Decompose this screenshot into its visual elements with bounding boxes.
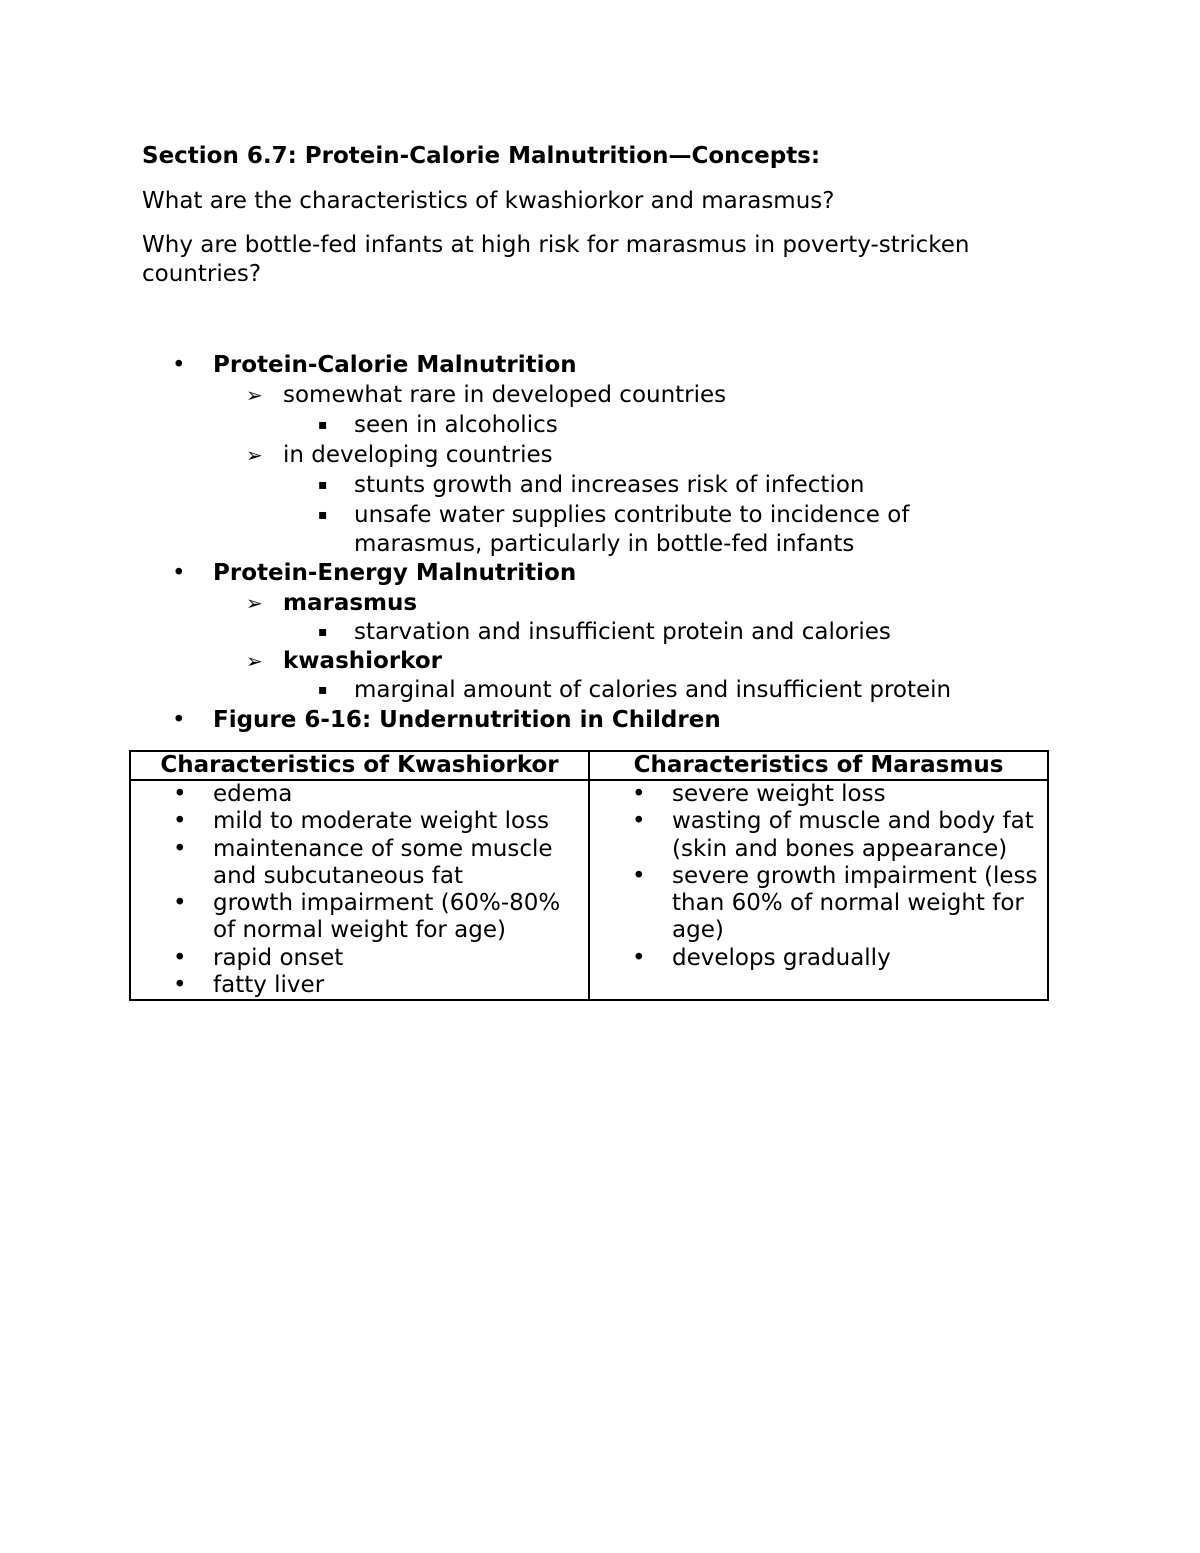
outline-heading-pcm: Protein-Calorie Malnutrition	[213, 352, 577, 378]
bullet-marker: •	[172, 352, 186, 378]
kwashiorkor-characteristic-text: maintenance of some muscle and subcutaneous fat	[213, 835, 553, 889]
kwashiorkor-characteristic	[131, 945, 588, 972]
bullet-marker: •	[173, 944, 187, 971]
bullet-marker: •	[173, 835, 187, 862]
kwashiorkor-characteristic	[131, 781, 588, 808]
section-title: Section 6.7: Protein-Calorie Malnutrition—Concepts:	[142, 143, 821, 169]
square-marker: ▪	[318, 682, 328, 698]
comparison-table	[129, 750, 1049, 1001]
kwashiorkor-characteristic	[131, 972, 588, 999]
bullet-marker: •	[632, 781, 646, 807]
outline-subitem: stunts growth and increases risk of infection	[354, 472, 865, 498]
kwashiorkor-cell	[130, 780, 589, 1000]
marasmus-characteristic	[590, 781, 1047, 808]
marasmus-characteristic-text: severe weight loss	[672, 781, 886, 807]
outline-item-kwashiorkor: kwashiorkor	[283, 648, 442, 674]
marasmus-cell	[589, 780, 1048, 1000]
bullet-marker: •	[632, 944, 646, 971]
question-bottle-fed-infants: Why are bottle-fed infants at high risk for marasmus in poverty-stricken countries?	[142, 232, 970, 287]
outline-item: somewhat rare in developed countries	[283, 382, 727, 408]
question-kwashiorkor-marasmus: What are the characteristics of kwashiorkor and marasmus?	[142, 188, 835, 214]
marasmus-characteristic	[590, 863, 1047, 945]
kwashiorkor-characteristic-text: fatty liver	[213, 972, 325, 999]
marasmus-list	[590, 781, 1047, 972]
outline-item: in developing countries	[283, 442, 553, 468]
kwashiorkor-characteristic-text: growth impairment (60%-80% of normal weight for age)	[213, 890, 561, 944]
figure-heading: Figure 6-16: Undernutrition in Children	[213, 707, 721, 733]
marasmus-characteristic-text: severe growth impairment (less than 60% of normal weight for age)	[672, 862, 1038, 944]
square-marker: ▪	[318, 507, 328, 523]
bullet-marker: •	[173, 808, 187, 835]
square-marker: ▪	[318, 477, 328, 493]
bullet-marker: •	[173, 890, 187, 917]
arrow-marker: ➢	[246, 443, 263, 467]
kwashiorkor-characteristic	[131, 808, 588, 835]
square-marker: ▪	[318, 417, 328, 433]
arrow-marker: ➢	[246, 383, 263, 407]
marasmus-characteristic	[590, 945, 1047, 972]
outline-item-marasmus: marasmus	[283, 590, 418, 616]
bullet-marker: •	[172, 560, 186, 586]
outline-subitem-continued: marasmus, particularly in bottle-fed infants	[354, 531, 855, 557]
marasmus-characteristic-text: develops gradually	[672, 944, 891, 971]
marasmus-characteristic-text: wasting of muscle and body fat (skin and bones appearance)	[672, 808, 1034, 862]
outline-subitem: starvation and insufficient protein and calories	[354, 619, 891, 645]
arrow-marker: ➢	[246, 649, 263, 673]
kwashiorkor-characteristic-text: edema	[213, 781, 293, 807]
bullet-marker: •	[632, 808, 646, 835]
table-header-marasmus: Characteristics of Marasmus	[589, 751, 1048, 780]
arrow-marker: ➢	[246, 591, 263, 615]
kwashiorkor-list	[131, 781, 588, 999]
marasmus-characteristic	[590, 808, 1047, 863]
square-marker: ▪	[318, 624, 328, 640]
outline-subitem: seen in alcoholics	[354, 412, 558, 438]
kwashiorkor-characteristic-text: mild to moderate weight loss	[213, 808, 550, 835]
table-header-kwashiorkor: Characteristics of Kwashiorkor	[130, 751, 589, 780]
bullet-marker: •	[173, 972, 187, 999]
bullet-marker: •	[632, 862, 646, 889]
outline-subitem: unsafe water supplies contribute to incidence of	[354, 502, 910, 528]
bullet-marker: •	[172, 707, 186, 733]
kwashiorkor-characteristic	[131, 890, 588, 945]
table-row	[130, 780, 1048, 1000]
kwashiorkor-characteristic	[131, 836, 588, 891]
table-header-row	[130, 751, 1048, 780]
outline-subitem: marginal amount of calories and insufficient protein	[354, 677, 952, 703]
bullet-marker: •	[173, 781, 187, 807]
outline-heading-pem: Protein-Energy Malnutrition	[213, 560, 577, 586]
kwashiorkor-characteristic-text: rapid onset	[213, 944, 344, 971]
